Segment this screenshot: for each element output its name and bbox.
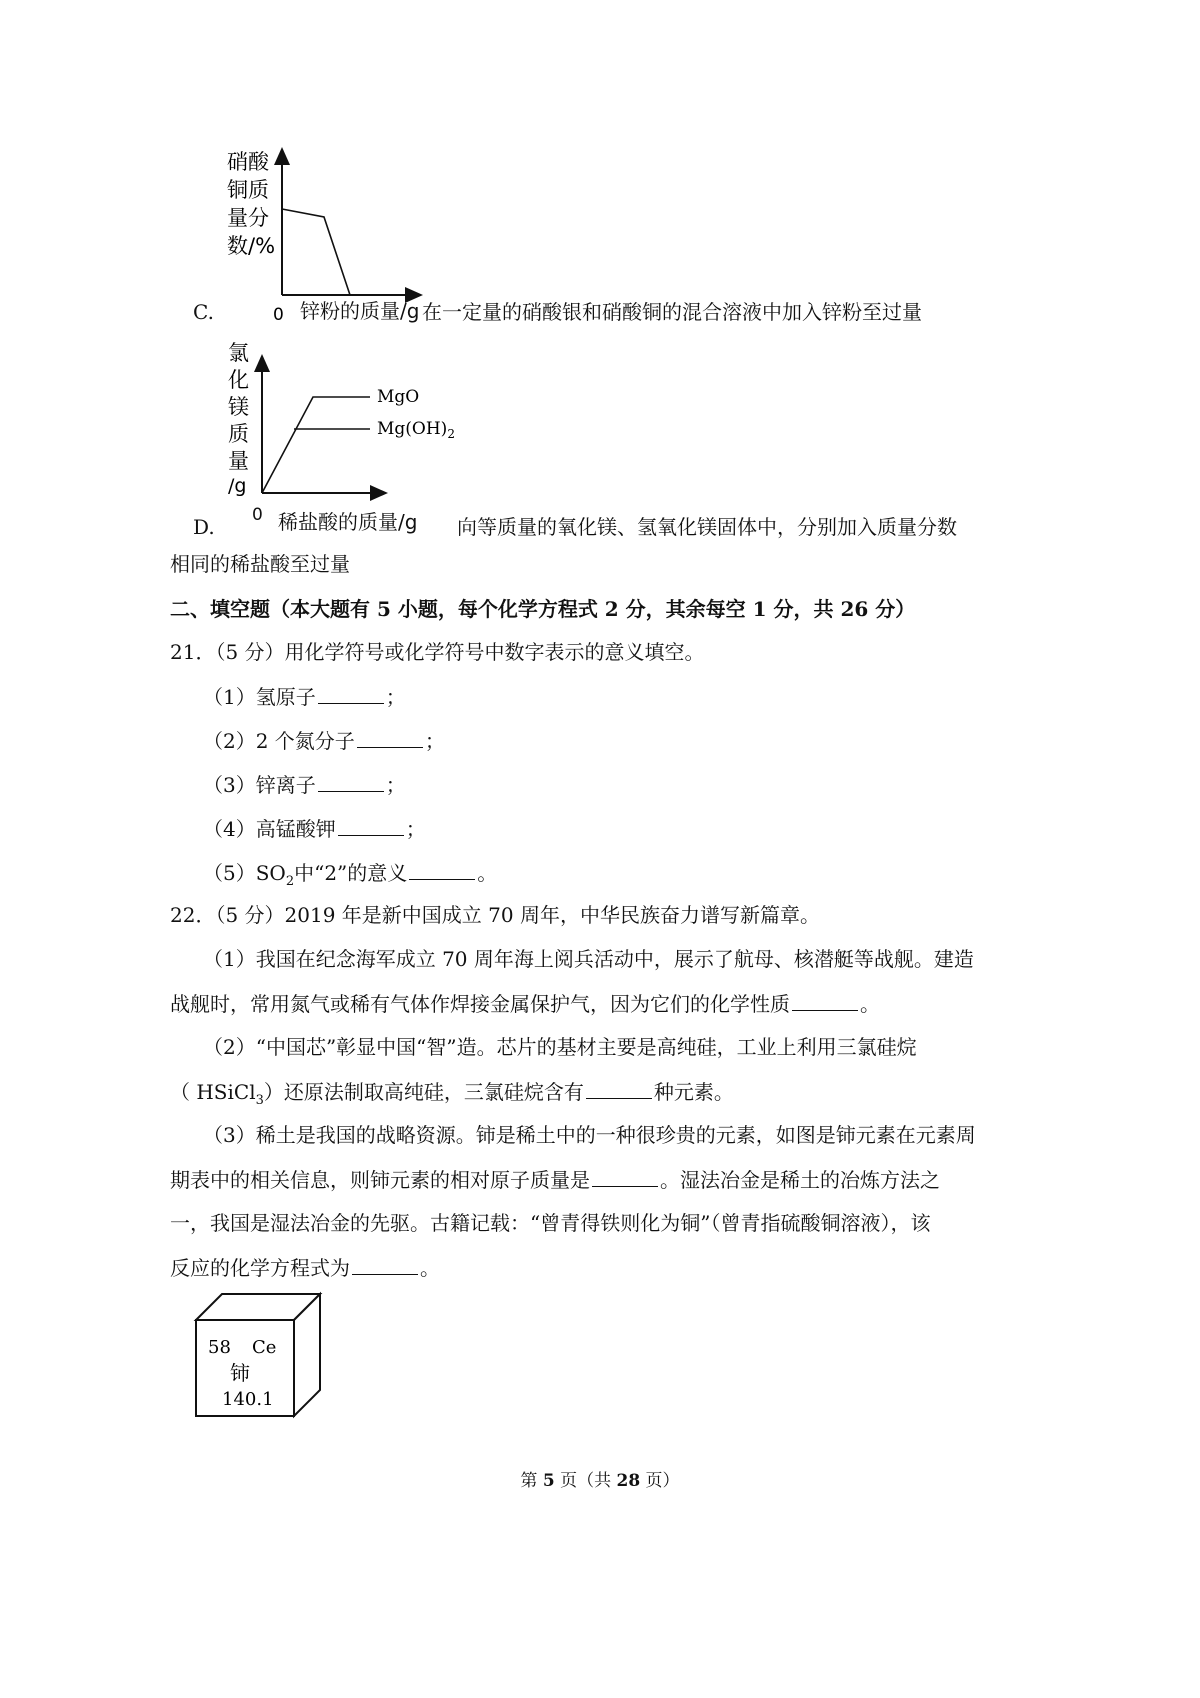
element-name: 铈 xyxy=(230,1361,250,1385)
q22-p3-line4: 反应的化学方程式为 。 xyxy=(170,1252,440,1283)
answer-blank xyxy=(792,988,858,1011)
q22-p3-line3: 一，我国是湿法冶金的先驱。古籍记载：“曾青得铁则化为铜”（曾青指硫酸铜溶液），该 xyxy=(170,1211,931,1235)
option-d-origin: 0 xyxy=(252,505,263,525)
q22-p3-line1: （3）稀土是我国的战略资源。铈是稀土中的一种很珍贵的元素，如图是铈元素在元素周 xyxy=(203,1123,976,1147)
q22-stem: 22．（5 分）2019 年是新中国成立 70 周年，中华民族奋力谱写新篇章。 xyxy=(170,903,820,927)
y-label-3: 量分 xyxy=(227,206,269,230)
y-label-2: 铜质 xyxy=(227,178,269,202)
answer-blank xyxy=(409,857,475,880)
y-label-1: 硝酸 xyxy=(227,150,269,174)
option-c-letter: C. xyxy=(193,300,214,324)
option-d-description-1: 向等质量的氧化镁、氢氧化镁固体中，分别加入质量分数 xyxy=(457,515,957,539)
option-c-x-label: 锌粉的质量/g xyxy=(300,299,420,323)
y-label-4: 质 xyxy=(228,422,249,446)
q22-p3-line2: 期表中的相关信息，则铈元素的相对原子质量是 。湿法冶金是稀土的冶炼方法之 xyxy=(170,1164,940,1195)
q22-p1-line2: 战舰时，常用氮气或稀有气体作焊接金属保护气，因为它们的化学性质 。 xyxy=(170,988,880,1019)
answer-blank xyxy=(318,769,384,792)
option-d-x-label: 稀盐酸的质量/g xyxy=(278,510,418,534)
q21-item-3: （3）锌离子 ； xyxy=(203,769,406,800)
q21-item-4: （4）高锰酸钾 ； xyxy=(203,813,426,844)
y-label-2: 化 xyxy=(228,368,249,392)
element-symbol: Ce xyxy=(252,1337,277,1358)
y-label-1: 氯 xyxy=(228,341,249,365)
series-label-mgoh2: $Mg(OH)_2$ xyxy=(377,419,455,441)
y-label-3: 镁 xyxy=(228,395,249,419)
data-line xyxy=(282,209,350,295)
element-card xyxy=(190,1290,330,1425)
q22-p2-line2: （ HSiCl$_3$）还原法制取高纯硅，三氯硅烷含有 种元素。 xyxy=(170,1076,734,1116)
answer-blank xyxy=(318,681,384,704)
q21-item-5: $(5)SO_2$中“2”的意义 。 xyxy=(203,857,497,897)
origin-label: 0 xyxy=(273,305,284,325)
option-d-letter: D. xyxy=(193,515,215,539)
q21-stem: 21．（5 分）用化学符号或化学符号中数字表示的意义填空。 xyxy=(170,640,705,664)
y-label-4: 数/% xyxy=(227,234,276,258)
option-c-description: 在一定量的硝酸银和硝酸铜的混合溶液中加入锌粉至过量 xyxy=(422,300,922,324)
answer-blank xyxy=(357,725,423,748)
answer-blank xyxy=(338,813,404,836)
answer-blank xyxy=(592,1164,658,1187)
mgo-line xyxy=(262,397,370,493)
q21-item-1: （1）氢原子 ； xyxy=(203,681,406,712)
section-title: 二、填空题（本大题有 5 小题，每个化学方程式 2 分，其余每空 1 分，共 26 分） xyxy=(170,597,916,621)
page-footer: 第 5 页（共 28 页） xyxy=(520,1471,680,1491)
option-d-description-2: 相同的稀盐酸至过量 xyxy=(170,552,350,576)
atomic-mass: 140.1 xyxy=(222,1389,274,1410)
atomic-number: 58 xyxy=(208,1337,231,1358)
q21-item-2: （2）2 个氮分子 ； xyxy=(203,725,445,756)
series-label-mgo: MgO xyxy=(377,387,420,407)
y-label-5: 量 xyxy=(228,449,249,473)
y-label-6: /g xyxy=(228,475,247,497)
answer-blank xyxy=(352,1252,418,1275)
q22-p1-line1: （1）我国在纪念海军成立 70 周年海上阅兵活动中，展示了航母、核潜艇等战舰。建造 xyxy=(203,947,974,971)
option-d-chart xyxy=(225,340,485,510)
answer-blank xyxy=(586,1076,652,1099)
q22-p2-line1: （2）“中国芯”彰显中国“智”造。芯片的基材主要是高纯硅，工业上利用三氯硅烷 xyxy=(203,1035,917,1059)
